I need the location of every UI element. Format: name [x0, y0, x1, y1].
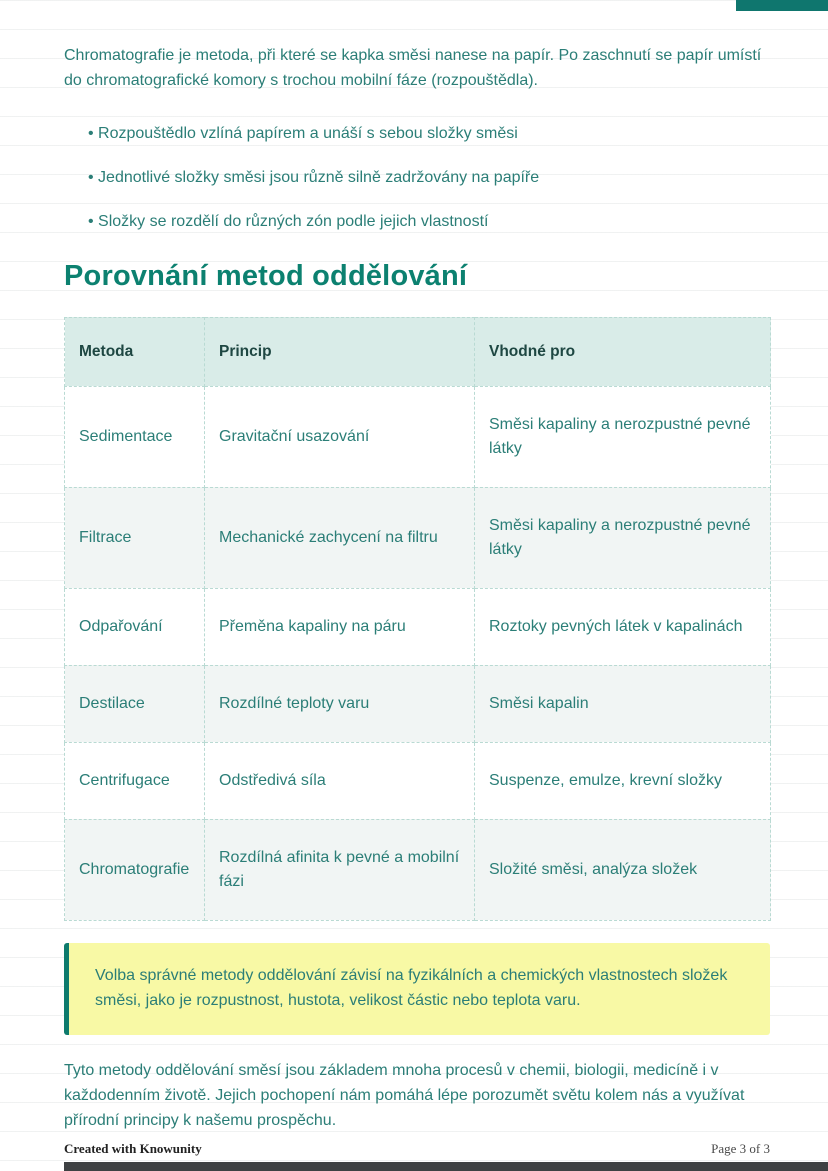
highlight-callout: Volba správné metody oddělování závisí na fyzikálních a chemických vlastnostech složek směsi, jako je rozpustnost, hustota, velikost částic nebo teplota varu.	[64, 943, 770, 1035]
cell-princip: Přeměna kapaliny na páru	[205, 588, 475, 665]
cell-princip: Mechanické zachycení na filtru	[205, 487, 475, 588]
top-accent-bar	[736, 0, 828, 11]
col-header-metoda: Metoda	[65, 317, 205, 386]
cell-metoda: Filtrace	[65, 487, 205, 588]
page-footer	[64, 1141, 770, 1157]
page-number: Page 3 of 3	[711, 1141, 770, 1156]
col-header-princip: Princip	[205, 317, 475, 386]
cell-vhodne-pro: Směsi kapalin	[475, 665, 771, 742]
cell-princip: Rozdílná afinita k pevné a mobilní fázi	[205, 819, 475, 920]
section-heading: Porovnání metod oddělování	[64, 259, 468, 292]
table-row	[65, 742, 771, 819]
cell-metoda: Chromatografie	[65, 819, 205, 920]
comparison-table	[64, 317, 771, 921]
bottom-bar	[64, 1162, 828, 1171]
cell-vhodne-pro: Suspenze, emulze, krevní složky	[475, 742, 771, 819]
cell-vhodne-pro: Složité směsi, analýza složek	[475, 819, 771, 920]
bullet-list	[64, 122, 770, 234]
cell-princip: Gravitační usazování	[205, 386, 475, 487]
footer-branding: Created with Knowunity	[64, 1141, 202, 1156]
table-row	[65, 386, 771, 487]
cell-princip: Rozdílné teploty varu	[205, 665, 475, 742]
table-header-row	[65, 317, 771, 386]
cell-metoda: Destilace	[65, 665, 205, 742]
table-row	[65, 665, 771, 742]
cell-vhodne-pro: Směsi kapaliny a nerozpustné pevné látky	[475, 386, 771, 487]
cell-metoda: Centrifugace	[65, 742, 205, 819]
intro-paragraph: Chromatografie je metoda, při které se kapka směsi nanese na papír. Po zaschnutí se papír umístí do chromatografické komory s trochou mobilní fáze (rozpouštědla).	[64, 47, 762, 89]
cell-vhodne-pro: Roztoky pevných látek v kapalinách	[475, 588, 771, 665]
bullet-item: • Složky se rozdělí do různých zón podle jejich vlastností	[88, 210, 770, 234]
table-row	[65, 487, 771, 588]
bullet-item: • Jednotlivé složky směsi jsou různě silně zadržovány na papíře	[88, 166, 770, 190]
table-row	[65, 588, 771, 665]
bullet-item: • Rozpouštědlo vzlíná papírem a unáší s sebou složky směsi	[88, 122, 770, 146]
cell-metoda: Odpařování	[65, 588, 205, 665]
table-row	[65, 819, 771, 920]
cell-metoda: Sedimentace	[65, 386, 205, 487]
col-header-vhodne-pro: Vhodné pro	[475, 317, 771, 386]
cell-princip: Odstředivá síla	[205, 742, 475, 819]
cell-vhodne-pro: Směsi kapaliny a nerozpustné pevné látky	[475, 487, 771, 588]
closing-paragraph: Tyto metody oddělování směsí jsou základem mnoha procesů v chemii, biologii, medicíně i v každodenním životě. Jejich pochopení nám pomáhá lépe porozumět světu kolem nás a využívat přírodní principy k našemu prospěchu.	[64, 1061, 745, 1129]
